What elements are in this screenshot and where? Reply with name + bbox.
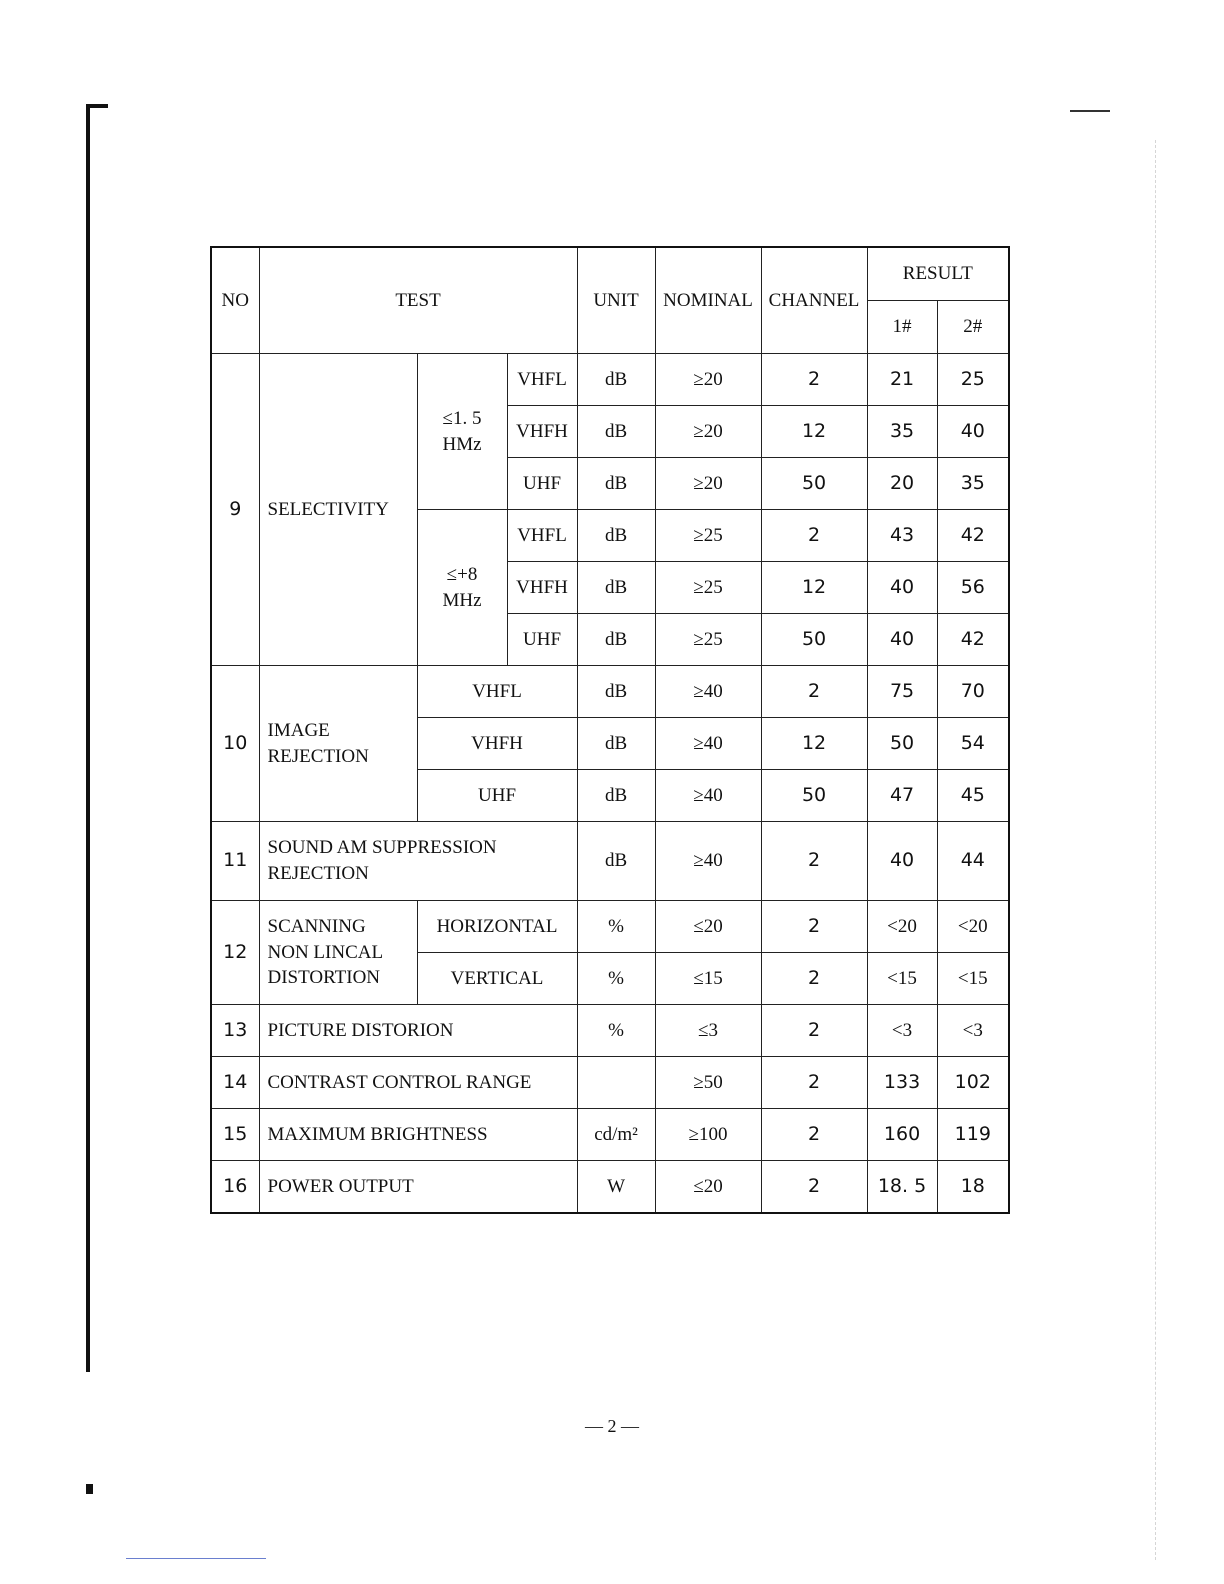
unit: dB <box>577 614 655 666</box>
nominal: ≤3 <box>655 1005 761 1057</box>
result-1: 18. 5 <box>867 1161 937 1214</box>
result-1: 160 <box>867 1109 937 1161</box>
header-test: TEST <box>259 247 577 354</box>
channel: 2 <box>761 901 867 953</box>
top-right-dash <box>1070 110 1110 112</box>
result-2: 42 <box>937 614 1009 666</box>
channel: 2 <box>761 1109 867 1161</box>
result-2: <3 <box>937 1005 1009 1057</box>
unit: dB <box>577 406 655 458</box>
header-channel: CHANNEL <box>761 247 867 354</box>
channel: 2 <box>761 1005 867 1057</box>
nominal: ≥40 <box>655 718 761 770</box>
unit: dB <box>577 770 655 822</box>
row-number: 16 <box>211 1161 259 1214</box>
result-2: 44 <box>937 822 1009 901</box>
band: VHFL <box>507 510 577 562</box>
result-2: 35 <box>937 458 1009 510</box>
unit: dB <box>577 666 655 718</box>
header-nominal: NOMINAL <box>655 247 761 354</box>
nominal: ≥40 <box>655 770 761 822</box>
result-1: 40 <box>867 822 937 901</box>
band: UHF <box>417 770 577 822</box>
test-name: CONTRAST CONTROL RANGE <box>259 1057 577 1109</box>
nominal: ≤20 <box>655 901 761 953</box>
channel: 2 <box>761 953 867 1005</box>
unit: W <box>577 1161 655 1214</box>
nominal: ≥25 <box>655 614 761 666</box>
sub-test: VERTICAL <box>417 953 577 1005</box>
result-1: 35 <box>867 406 937 458</box>
bandwidth-group: ≤+8 MHz <box>417 510 507 666</box>
test-name: MAXIMUM BRIGHTNESS <box>259 1109 577 1161</box>
left-margin-rule-corner <box>86 104 108 108</box>
table-row <box>211 1161 1009 1214</box>
unit: % <box>577 953 655 1005</box>
bandwidth-group: ≤1. 5 HMz <box>417 354 507 510</box>
channel: 2 <box>761 1161 867 1214</box>
row-number: 13 <box>211 1005 259 1057</box>
page-number: — 2 — <box>585 1416 639 1436</box>
unit: % <box>577 901 655 953</box>
unit <box>577 1057 655 1109</box>
result-2: 119 <box>937 1109 1009 1161</box>
margin-mark <box>86 1484 93 1494</box>
result-2: 54 <box>937 718 1009 770</box>
result-2: 40 <box>937 406 1009 458</box>
row-number: 10 <box>211 666 259 822</box>
test-name: PICTURE DISTORION <box>259 1005 577 1057</box>
result-2: 102 <box>937 1057 1009 1109</box>
band: VHFL <box>417 666 577 718</box>
nominal: ≥20 <box>655 458 761 510</box>
nominal: ≥100 <box>655 1109 761 1161</box>
right-edge-line <box>1155 140 1157 1560</box>
header-row-1 <box>211 247 1009 301</box>
channel: 2 <box>761 510 867 562</box>
nominal: ≥20 <box>655 354 761 406</box>
unit: dB <box>577 510 655 562</box>
nominal: ≥20 <box>655 406 761 458</box>
table-row <box>211 901 1009 953</box>
band: UHF <box>507 458 577 510</box>
channel: 12 <box>761 562 867 614</box>
band: VHFH <box>507 562 577 614</box>
nominal: ≥25 <box>655 510 761 562</box>
test-name: SELECTIVITY <box>259 354 417 666</box>
result-2: 45 <box>937 770 1009 822</box>
channel: 50 <box>761 770 867 822</box>
result-1: 50 <box>867 718 937 770</box>
row-number: 9 <box>211 354 259 666</box>
nominal: ≥40 <box>655 822 761 901</box>
nominal: ≥40 <box>655 666 761 718</box>
unit: dB <box>577 458 655 510</box>
nominal: ≥25 <box>655 562 761 614</box>
footer-line <box>126 1558 266 1559</box>
table-row <box>211 354 1009 406</box>
unit: % <box>577 1005 655 1057</box>
result-2: 25 <box>937 354 1009 406</box>
header-unit: UNIT <box>577 247 655 354</box>
result-1: <20 <box>867 901 937 953</box>
result-2: <20 <box>937 901 1009 953</box>
test-name: SOUND AM SUPPRESSION REJECTION <box>259 822 577 901</box>
channel: 2 <box>761 666 867 718</box>
channel: 2 <box>761 354 867 406</box>
header-result-1: 1# <box>867 301 937 354</box>
row-number: 14 <box>211 1057 259 1109</box>
nominal: ≤20 <box>655 1161 761 1214</box>
table-row <box>211 1005 1009 1057</box>
nominal: ≤15 <box>655 953 761 1005</box>
channel: 2 <box>761 822 867 901</box>
sub-test: HORIZONTAL <box>417 901 577 953</box>
header-result: RESULT <box>867 247 1009 301</box>
channel: 12 <box>761 406 867 458</box>
channel: 50 <box>761 614 867 666</box>
unit: dB <box>577 562 655 614</box>
header-result-2: 2# <box>937 301 1009 354</box>
result-2: 56 <box>937 562 1009 614</box>
result-1: 20 <box>867 458 937 510</box>
result-2: 42 <box>937 510 1009 562</box>
test-name: SCANNING NON LINCAL DISTORTION <box>259 901 417 1005</box>
row-number: 12 <box>211 901 259 1005</box>
result-2: <15 <box>937 953 1009 1005</box>
table-row <box>211 666 1009 718</box>
unit: dB <box>577 822 655 901</box>
channel: 2 <box>761 1057 867 1109</box>
unit: dB <box>577 354 655 406</box>
result-1: 40 <box>867 614 937 666</box>
result-1: 21 <box>867 354 937 406</box>
band: VHFH <box>507 406 577 458</box>
nominal: ≥50 <box>655 1057 761 1109</box>
left-margin-rule <box>86 104 90 1372</box>
table-row <box>211 1057 1009 1109</box>
result-1: 75 <box>867 666 937 718</box>
channel: 50 <box>761 458 867 510</box>
row-number: 15 <box>211 1109 259 1161</box>
test-results-table <box>210 246 1010 1214</box>
row-number: 11 <box>211 822 259 901</box>
unit: dB <box>577 718 655 770</box>
band: VHFH <box>417 718 577 770</box>
unit: cd/m² <box>577 1109 655 1161</box>
result-2: 18 <box>937 1161 1009 1214</box>
band: VHFL <box>507 354 577 406</box>
result-1: <15 <box>867 953 937 1005</box>
result-1: 47 <box>867 770 937 822</box>
test-name: POWER OUTPUT <box>259 1161 577 1214</box>
result-1: <3 <box>867 1005 937 1057</box>
band: UHF <box>507 614 577 666</box>
result-1: 133 <box>867 1057 937 1109</box>
channel: 12 <box>761 718 867 770</box>
result-1: 43 <box>867 510 937 562</box>
header-no: NO <box>211 247 259 354</box>
table-row <box>211 822 1009 901</box>
result-1: 40 <box>867 562 937 614</box>
result-2: 70 <box>937 666 1009 718</box>
table-row <box>211 1109 1009 1161</box>
test-name: IMAGE REJECTION <box>259 666 417 822</box>
